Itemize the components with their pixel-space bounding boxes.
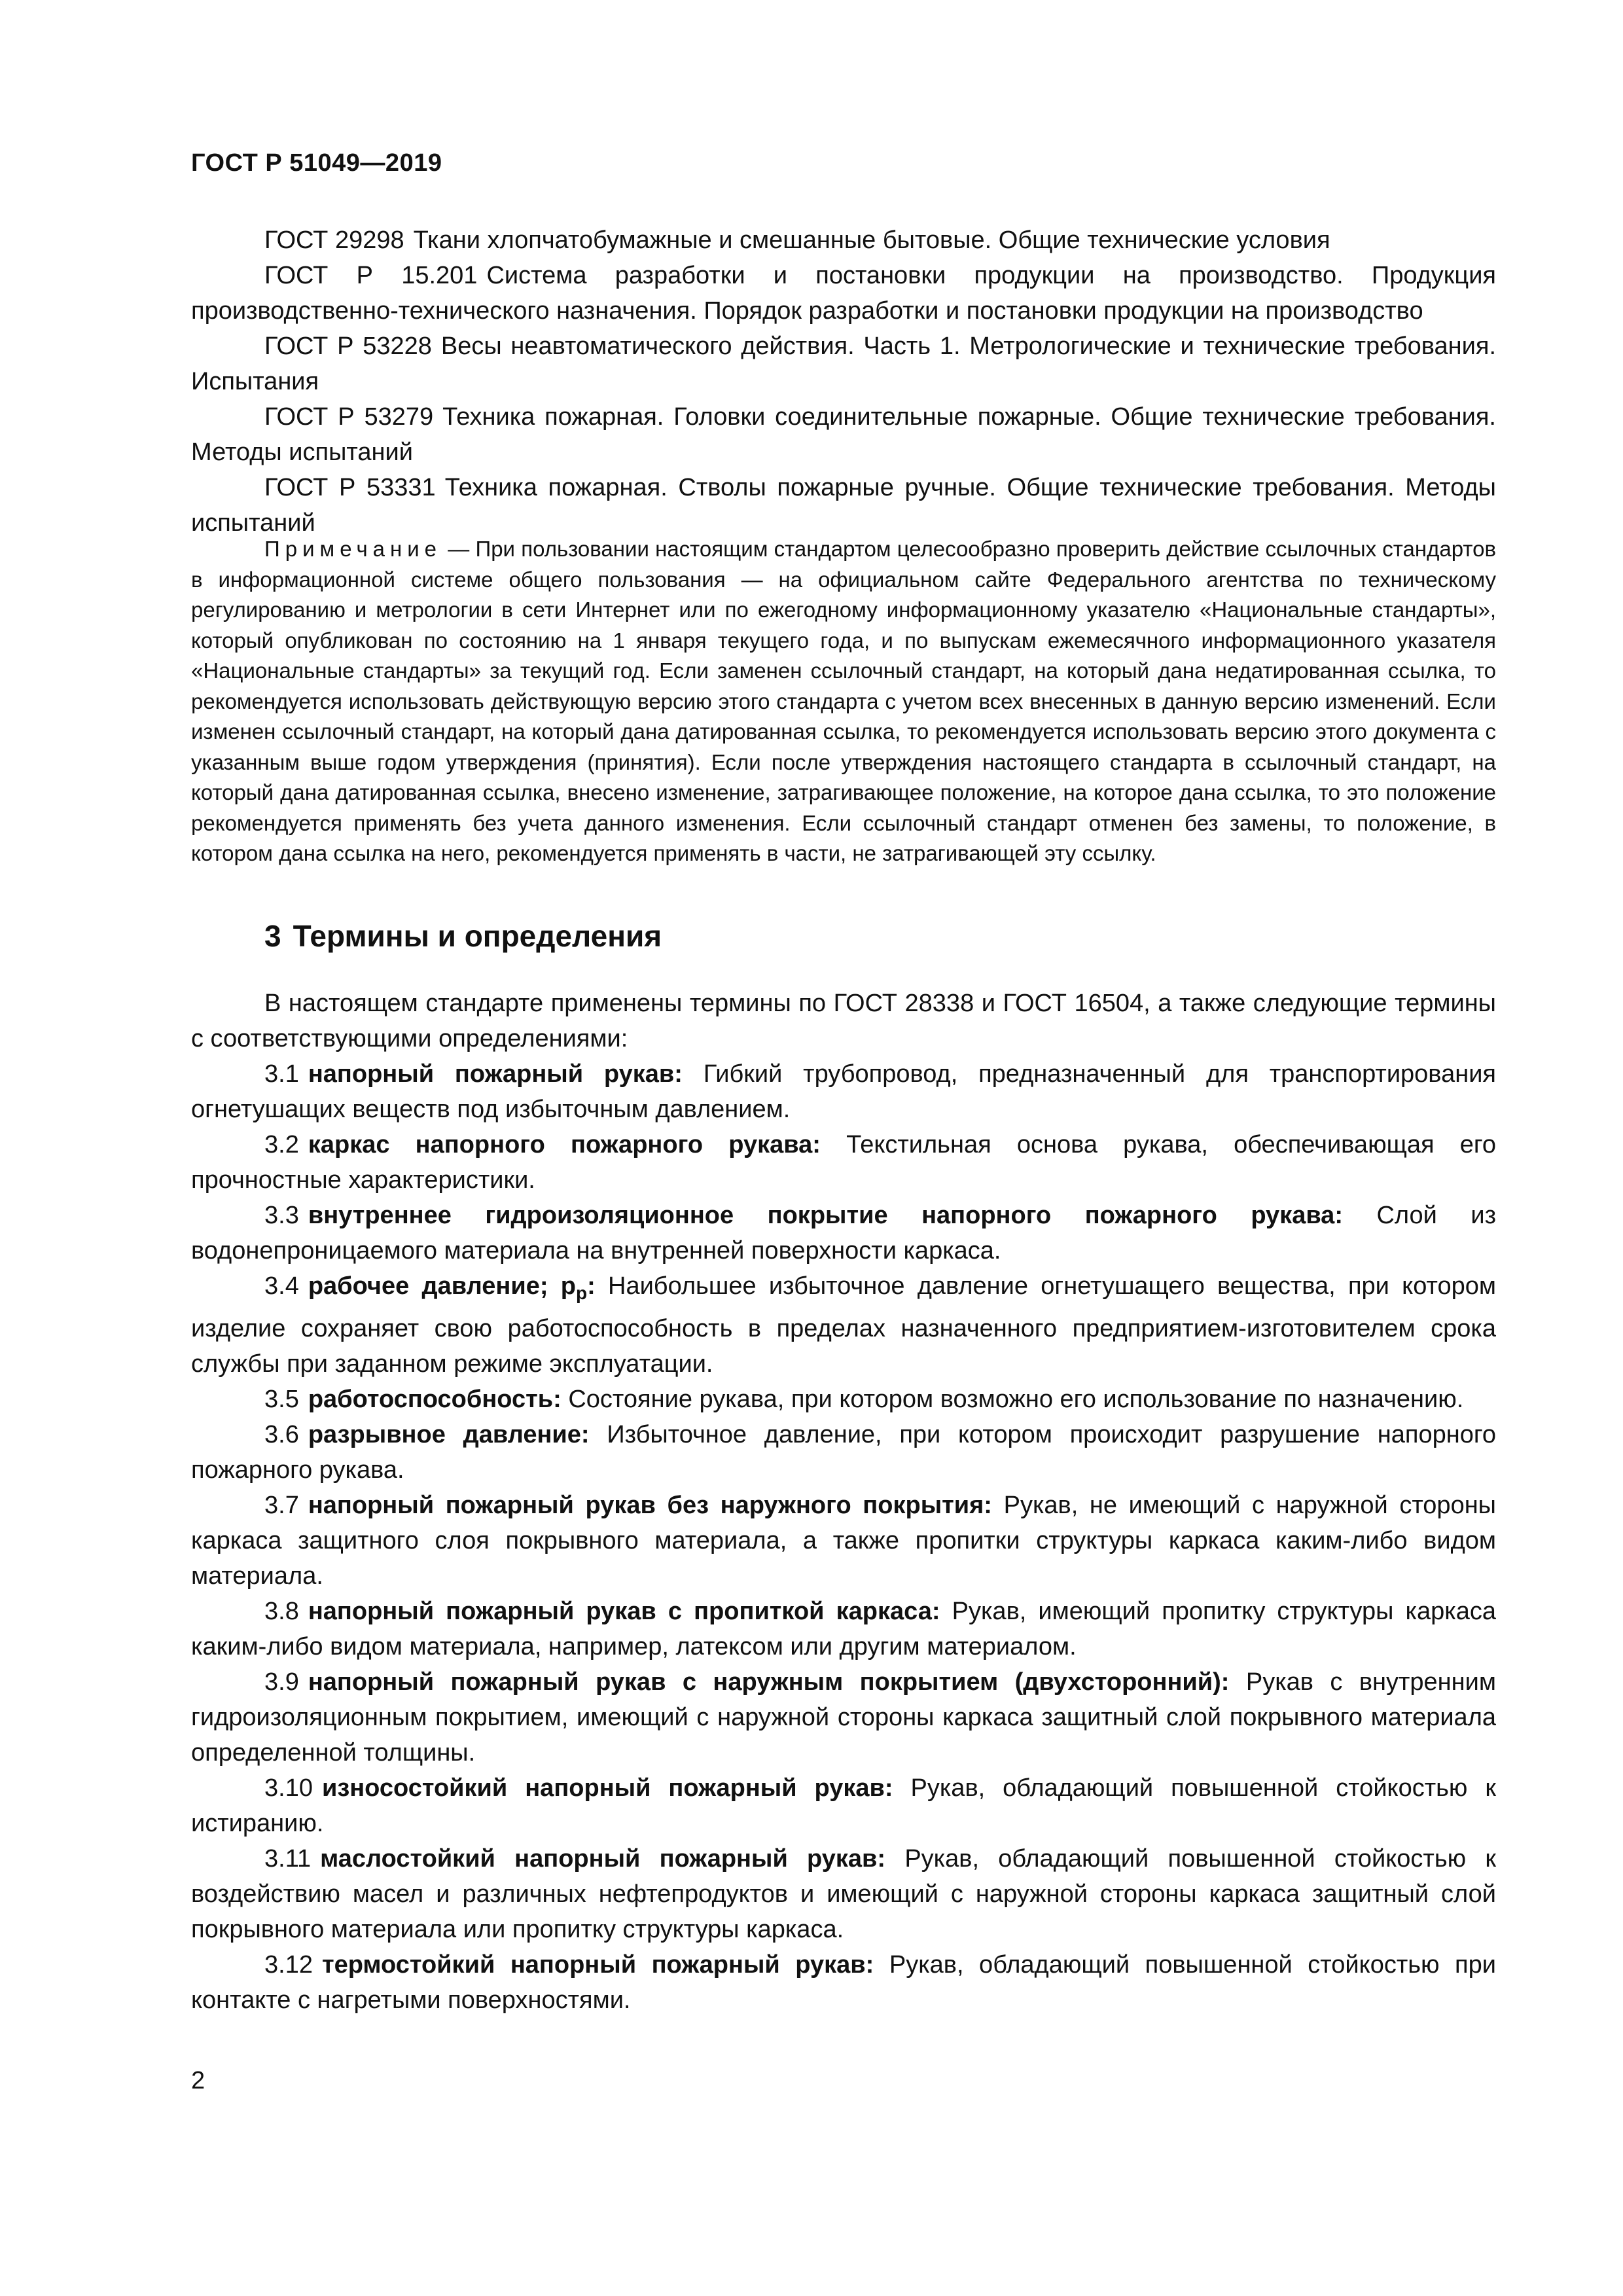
term-name: разрывное давление: [308, 1421, 590, 1448]
normative-references-list [191, 223, 1496, 541]
reference-title: Ткани хлопчатобумажные и смешанные бытовые. Общие технические условия [413, 226, 1330, 254]
term-number: 3.10 [264, 1774, 313, 1802]
term-definition: Текстильная основа рукава, обеспечивающая его прочностные характеристики. [191, 1131, 1497, 1194]
note-text: — При пользовании настоящим стандартом целесообразно проверить действие ссылочных стандартов в информационной системе общего пользования — на официальном сайте Федерального агентства по техническому регулированию и метрологии в сети Интернет или по ежегодному информационному указателю «Национальные стандарты», который опубликован по состоянию на 1 января текущего года, и по выпускам ежемесячного информационного указателя «Национальные стандарты» за текущий год. Если заменен ссылочный стандарт, на который дана недатированная ссылка, то рекомендуется использовать действующую версию этого стандарта с учетом всех внесенных в данную версию изменений. Если изменен ссылочный стандарт, на который дана датированная ссылка, то рекомендуется использовать версию этого документа с указанным выше годом утверждения (принятия). Если после утверждения настоящего стандарта в ссылочный стандарт, на который дана датированная ссылка, внесено изменение, затрагивающее положение, на которое дана ссылка, то это положение рекомендуется применять без учета данного изменения. Если ссылочный стандарт отменен без замены, то положение, в котором дана ссылка на него, рекомендуется применять в части, не затрагивающей эту ссылку. [191, 537, 1496, 865]
term-entry [191, 1488, 1496, 1594]
term-name: работоспособность: [308, 1386, 562, 1413]
term-definition: Наибольшее избыточное давление огнетушащего вещества, при котором изделие сохраняет свою работоспособность в пределах назначенного предприятием-изготовителем срока службы при заданном режиме эксплуатации. [191, 1272, 1496, 1378]
reference-code: ГОСТ Р 53279 [264, 403, 434, 431]
term-name: каркас напорного пожарного рукава: [308, 1131, 821, 1158]
reference-title: Техника пожарная. Головки соединительные пожарные. Общие технические требования. Методы испытаний [191, 403, 1496, 466]
term-name: рабочее давление; p [308, 1272, 576, 1300]
reference-code: ГОСТ Р 53331 [264, 474, 436, 501]
section-heading [191, 916, 1496, 956]
term-number: 3.1 [264, 1060, 299, 1088]
term-definition: Рукав с внутренним гидроизоляционным покрытием, имеющий с наружной стороны каркаса защитный слой покрывного материала определенной толщины. [191, 1668, 1496, 1767]
term-entry [191, 1417, 1496, 1488]
reference-item [191, 329, 1496, 399]
note-block [191, 534, 1496, 869]
term-name: напорный пожарный рукав с пропиткой каркаса: [308, 1598, 940, 1625]
term-number: 3.6 [264, 1421, 299, 1448]
term-entry [191, 1947, 1496, 2018]
term-number: 3.9 [264, 1668, 299, 1696]
term-entry [191, 1056, 1496, 1127]
note-paragraph [191, 534, 1496, 869]
reference-title: Весы неавтоматического действия. Часть 1. Метрологические и технические требования. Испытания [191, 332, 1497, 395]
term-entry [191, 1770, 1496, 1841]
term-number: 3.3 [264, 1202, 299, 1229]
term-entry [191, 1382, 1496, 1417]
reference-item [191, 223, 1496, 258]
reference-item [191, 399, 1496, 470]
section-body [191, 986, 1496, 2018]
term-definition: Рукав, обладающий повышенной стойкостью к воздействию масел и различных нефтепродуктов и имеющий с наружной стороны каркаса защитный слой покрывного материала или пропитку структуры каркаса. [191, 1845, 1496, 1943]
reference-code: ГОСТ Р 15.201 [264, 262, 478, 289]
term-entry [191, 1268, 1496, 1382]
reference-code: ГОСТ 29298 [264, 226, 404, 254]
term-definition: Рукав, обладающий повышенной стойкостью к истиранию. [191, 1774, 1497, 1837]
section-terms-and-definitions [191, 916, 1496, 2018]
term-entry [191, 1841, 1496, 1947]
term-number: 3.8 [264, 1598, 299, 1625]
term-number: 3.4 [264, 1272, 299, 1300]
term-name-suffix: : [587, 1272, 596, 1300]
term-number: 3.2 [264, 1131, 299, 1158]
term-name: маслостойкий напорный пожарный рукав: [320, 1845, 886, 1873]
term-entry [191, 1594, 1496, 1664]
term-definition: Гибкий трубопровод, предназначенный для транспортирования огнетушащих веществ под избыточным давлением. [191, 1060, 1496, 1123]
term-number: 3.7 [264, 1492, 299, 1519]
term-entry [191, 1664, 1496, 1770]
section-number: 3 [264, 919, 281, 953]
term-number: 3.12 [264, 1951, 313, 1979]
term-name: внутреннее гидроизоляционное покрытие напорного пожарного рукава: [308, 1202, 1343, 1229]
term-number: 3.5 [264, 1386, 299, 1413]
term-name: напорный пожарный рукав без наружного покрытия: [308, 1492, 992, 1519]
reference-item [191, 470, 1496, 541]
term-definition: Слой из водонепроницаемого материала на внутренней поверхности каркаса. [191, 1202, 1497, 1265]
page-number: 2 [191, 2067, 205, 2094]
term-entry [191, 1198, 1496, 1268]
reference-code: ГОСТ Р 53228 [264, 332, 432, 360]
reference-title: Техника пожарная. Стволы пожарные ручные. Общие технические требования. Методы испытаний [191, 474, 1496, 537]
term-name: износостойкий напорный пожарный рукав: [321, 1774, 893, 1802]
reference-title: Система разработки и постановки продукции на производство. Продукция производственно-технического назначения. Порядок разработки и постановки продукции на производство [191, 262, 1496, 325]
term-definition: Избыточное давление, при котором происходит разрушение напорного пожарного рукава. [191, 1421, 1497, 1484]
term-number: 3.11 [264, 1845, 312, 1873]
term-definition: Рукав, обладающий повышенной стойкостью при контакте с нагретыми поверхностями. [191, 1951, 1496, 2014]
section-title: Термины и определения [293, 919, 662, 953]
term-definition: Рукав, не имеющий с наружной стороны каркаса защитного слоя покрывного материала, а также пропитки структуры каркаса каким-либо видом материала. [191, 1492, 1496, 1590]
section-intro: В настоящем стандарте применены термины по ГОСТ 28338 и ГОСТ 16504, а также следующие термины с соответствующими определениями: [191, 990, 1496, 1052]
term-name: термостойкий напорный пожарный рукав: [321, 1951, 874, 1979]
term-name: напорный пожарный рукав с наружным покрытием (двухсторонний): [308, 1668, 1230, 1696]
note-label: Примечание [264, 537, 442, 561]
reference-item [191, 258, 1496, 329]
term-definition: Рукав, имеющий пропитку структуры каркаса каким-либо видом материала, например, латексом или другим материалом. [191, 1598, 1496, 1660]
term-entry [191, 1127, 1496, 1198]
term-name: напорный пожарный рукав: [308, 1060, 683, 1088]
term-subscript: p [575, 1283, 588, 1303]
term-definition: Состояние рукава, при котором возможно его использование по назначению. [568, 1386, 1464, 1413]
page-header-standard-id: ГОСТ Р 51049—2019 [191, 149, 442, 177]
